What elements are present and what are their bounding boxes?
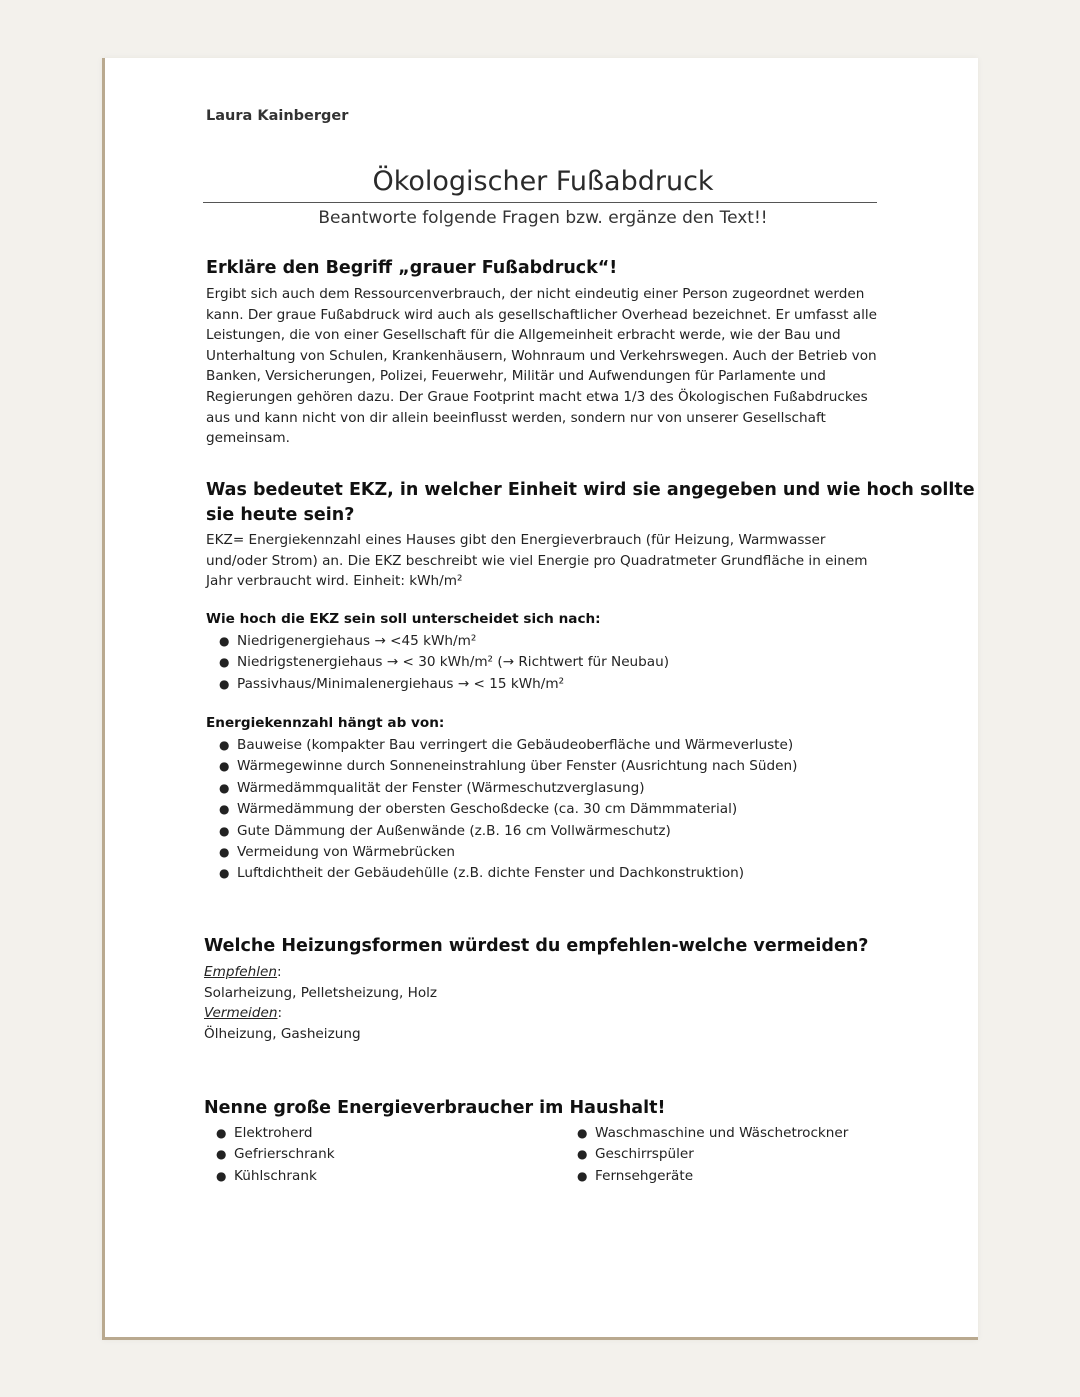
list-item: ● Bauweise (kompakter Bau verringert die Gebäudeoberfläche und Wärmeverluste) [219, 735, 797, 756]
document-page [102, 58, 978, 1340]
list-item: ● Waschmaschine und Wäschetrockner [577, 1123, 848, 1144]
question-heating: Welche Heizungsformen würdest du empfehlen-welche vermeiden? [204, 936, 869, 956]
question-grey-footprint: Erkläre den Begriff „grauer Fußabdruck“! [206, 258, 618, 278]
bullet-icon: ● [577, 1147, 588, 1162]
bullet-icon: ● [219, 845, 230, 860]
author-name: Laura Kainberger [206, 108, 349, 124]
question-ekz-line2: sie heute sein? [206, 505, 355, 525]
list-item: ● Fernsehgeräte [577, 1166, 848, 1187]
bullet-icon: ● [219, 802, 230, 817]
consumers-right-list [577, 1123, 848, 1187]
avoid-label-line: Vermeiden: [204, 1005, 283, 1021]
ekz-factors-list [219, 735, 797, 885]
list-item: ● Wärmegewinne durch Sonneneinstrahlung über Fenster (Ausrichtung nach Süden) [219, 756, 797, 777]
list-item: ● Luftdichtheit der Gebäudehülle (z.B. dichte Fenster und Dachkonstruktion) [219, 863, 797, 884]
ekz-targets-heading: Wie hoch die EKZ sein soll unterscheidet sich nach: [206, 611, 601, 627]
list-item: ● Wärmedämmqualität der Fenster (Wärmeschutzverglasung) [219, 778, 797, 799]
recommend-label: Empfehlen [204, 964, 277, 980]
bullet-icon: ● [219, 780, 230, 795]
bullet-icon: ● [219, 676, 230, 691]
list-item: ● Niedrigenergiehaus → <45 kWh/m² [219, 631, 669, 652]
bullet-icon: ● [219, 866, 230, 881]
bullet-icon: ● [216, 1126, 227, 1140]
list-item: ● Niedrigstenergiehaus → < 30 kWh/m² (→ Richtwert für Neubau) [219, 652, 669, 673]
recommend-label-line: Empfehlen: [204, 964, 282, 980]
list-item: ● Passivhaus/Minimalenergiehaus → < 15 kWh/m² [219, 674, 669, 695]
bullet-icon: ● [216, 1168, 227, 1183]
bullet-icon: ● [577, 1168, 588, 1183]
ekz-factors-heading: Energiekennzahl hängt ab von: [206, 715, 445, 731]
answer-grey-footprint: Ergibt sich auch dem Ressourcenverbrauch, der nicht eindeutig einer Person zugeordnet werden kann. Der graue Fußabdruck wird auch als gesellschaftlicher Overhead bezeichnet. Er umfasst alle Leistungen, die von einer Gesellschaft für die Allgemeinheit erbracht werde, wie der Bau und Unterhaltung von Schulen, Krankenhäusern, Wohnraum und Verkehrswegen. Auch der Betrieb von Banken, Versicherungen, Polizei, Feuerwehr, Militär und Aufwendungen für Parlamente und Regierungen gehören dazu. Der Graue Footprint macht etwa 1/3 des Ökologischen Fußabdruckes aus und kann nicht von dir allein beeinflusst werden, sondern nur von unserer Gesellschaft gemeinsam. [206, 286, 878, 447]
list-item: ● Vermeidung von Wärmebrücken [219, 842, 797, 863]
bullet-icon: ● [219, 823, 230, 838]
bullet-icon: ● [219, 655, 230, 670]
avoid-text: Ölheizung, Gasheizung [204, 1026, 361, 1042]
bullet-icon: ● [219, 738, 230, 752]
bullet-icon: ● [577, 1126, 588, 1140]
bullet-icon: ● [219, 759, 230, 774]
ekz-targets-list [219, 631, 669, 695]
answer-ekz: EKZ= Energiekennzahl eines Hauses gibt den Energieverbrauch (für Heizung, Warmwasser und/oder Strom) an. Die EKZ beschreibt wie viel Energie pro Quadratmeter Grundfläche in einem Jahr verbraucht wird. Einheit: kWh/m² [206, 532, 868, 590]
consumers-left-list [216, 1123, 335, 1187]
list-item: ● Gute Dämmung der Außenwände (z.B. 16 cm Vollwärmeschutz) [219, 821, 797, 842]
question-ekz-line1: Was bedeutet EKZ, in welcher Einheit wird sie angegeben und wie hoch sollte [206, 480, 975, 500]
document-title: Ökologischer Fußabdruck [372, 166, 714, 197]
list-item: ● Elektroherd [216, 1123, 335, 1144]
avoid-label: Vermeiden [204, 1005, 278, 1021]
question-consumers: Nenne große Energieverbraucher im Haushalt! [204, 1098, 666, 1118]
list-item: ● Gefrierschrank [216, 1144, 335, 1165]
bullet-icon: ● [219, 634, 230, 648]
list-item: ● Kühlschrank [216, 1166, 335, 1187]
document-subtitle: Beantworte folgende Fragen bzw. ergänze den Text!! [318, 208, 768, 228]
title-divider [203, 202, 877, 203]
bullet-icon: ● [216, 1147, 227, 1162]
list-item: ● Wärmedämmung der obersten Geschoßdecke (ca. 30 cm Dämmmaterial) [219, 799, 797, 820]
recommend-text: Solarheizung, Pelletsheizung, Holz [204, 985, 438, 1001]
list-item: ● Geschirrspüler [577, 1144, 848, 1165]
